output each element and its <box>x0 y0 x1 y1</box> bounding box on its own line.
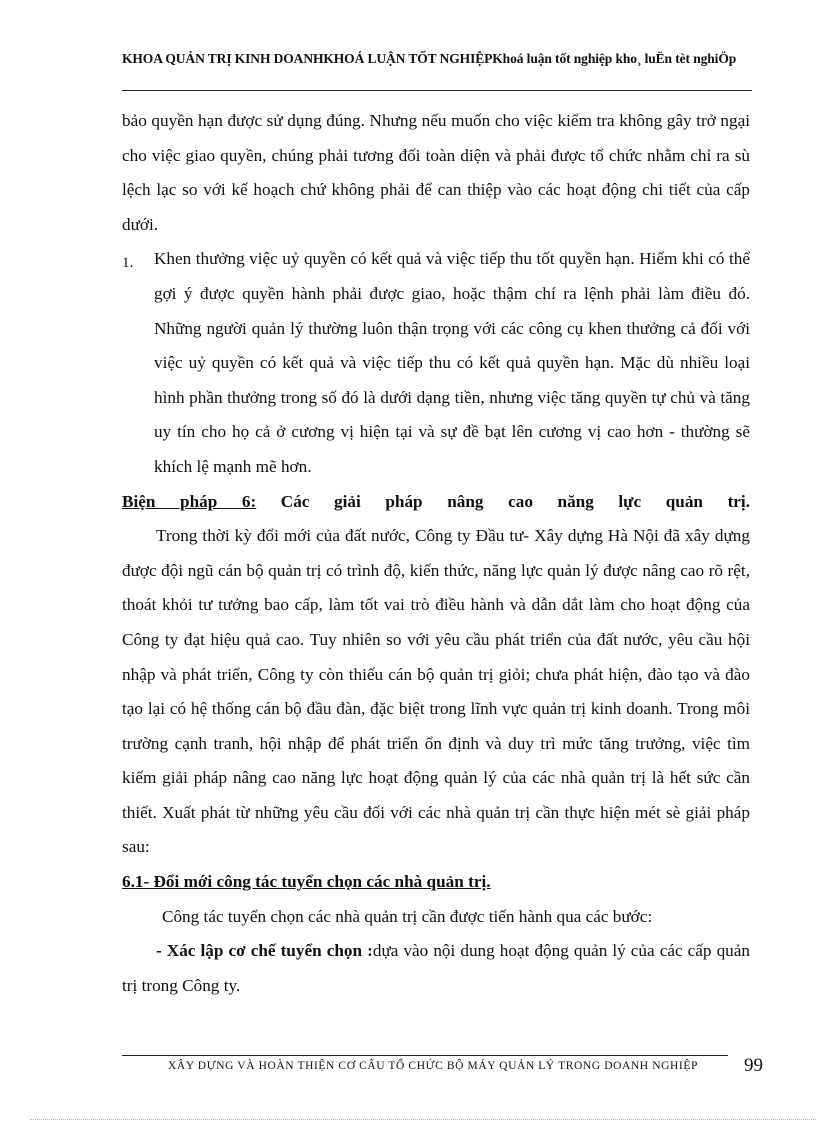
page-edge <box>30 1119 816 1120</box>
page-header: KHOA QUẢN TRỊ KINH DOANHKHOÁ LUẬN TỐT NGHIỆPKhoá luận tốt nghiệp kho¸ luËn tèt nghiÖp <box>122 51 737 66</box>
measure-heading <box>122 485 750 520</box>
page-footer: XÂY DỰNG VÀ HOÀN THIỆN CƠ CẤU TỔ CHỨC BỘ MÁY QUẢN LÝ TRONG DOANH NGHIỆP <box>168 1060 698 1072</box>
item-text: Khen thưởng việc uỷ quyền có kết quả và việc tiếp thu tốt quyền hạn. Hiếm khi có thể gợi ý được quyền hành phải được giao, hoặc thậm chí ra lệnh phải làm điều đó. Những người quản lý thường luôn thận trọng với các công cụ khen thưởng cả đối với việc uỷ quyền có kết quả và việc tiếp thu có kết quả quyền hạn. Mặc dù nhiều loại hình phần thưởng trong số đó là dưới dạng tiền, nhưng việc tăng quyền tự chủ và tăng uy tín cho họ cả ở cương vị hiện tại và sự đề bạt lên cương vị cao hơn - thường sẽ khích lệ mạnh mẽ hơn. <box>154 249 750 476</box>
bullet-text: dựa vào nội dung hoạt động quản lý của các cấp quản trị trong Công ty. <box>122 941 750 995</box>
item-number: 1. <box>122 255 134 272</box>
measure-label: Biện pháp 6: <box>122 491 257 511</box>
header-divider <box>122 90 752 91</box>
paragraph-intro: Trong thời kỳ đổi mới của đất nước, Công ty Đầu tư- Xây dựng Hà Nội đã xây dựng được đội ngũ cán bộ quản trị có trình độ, kiến thức, năng lực quản lý được nâng cao rõ rệt, thoát khỏi tư tưởng bao cấp, làm tốt vai trò điều hành và dẫn dắt làm cho hoạt động của Công ty đạt hiệu quả cao. Tuy nhiên so với yêu cầu phát triển của đất nước, yêu cầu hội nhập và phát triển, Công ty còn thiếu cán bộ quản trị giỏi; chưa phát hiện, đào tạo và đào tạo lại có hệ thống cán bộ đầu đàn, đặc biệt trong lĩnh vực quản trị kinh doanh. Trong môi trường cạnh tranh, hội nhập để phát triển ổn định và duy trì mức tăng trưởng, việc tìm kiếm giải pháp nâng cao năng lực hoạt động quản lý của các nhà quản trị là hết sức cần thiết. Xuất phát từ những yêu cầu đối với các nhà quản trị cần thực hiện mét sè giải pháp sau: <box>122 526 750 857</box>
document-body <box>122 104 750 1003</box>
paragraph-continuation: bảo quyền hạn được sử dụng đúng. Nhưng nếu muốn cho việc kiểm tra không gây trở ngại cho việc giao quyền, chúng phải tương đối toàn diện và phải được tổ chức nhằm chỉ ra sù lệch lạc so với kế hoạch chứ không phải để can thiệp vào các hoạt động chi tiết của cấp dưới. <box>122 111 750 234</box>
page-number: 99 <box>744 1055 763 1076</box>
section-subheading: 6.1- Đổi mới công tác tuyển chọn các nhà quản trị. <box>122 872 491 892</box>
numbered-item <box>122 242 750 484</box>
bullet-label: - Xác lập cơ chế tuyển chọn : <box>156 941 373 961</box>
paragraph-steps: Công tác tuyển chọn các nhà quản trị cần được tiến hành qua các bước: <box>162 906 653 926</box>
footer-divider <box>122 1055 728 1056</box>
measure-title: Các giải pháp nâng cao năng lực quản trị. <box>256 491 751 511</box>
bullet-item <box>122 934 750 1003</box>
